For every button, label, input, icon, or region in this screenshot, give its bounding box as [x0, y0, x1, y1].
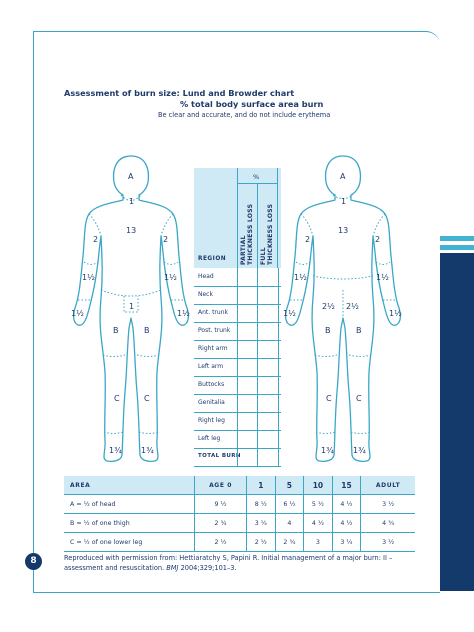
back-label-right-thigh: B [356, 326, 362, 335]
back-label-right-foot: 1¾ [353, 446, 366, 455]
front-label-right-thigh: B [113, 326, 119, 335]
region-row-ant-trunk: Ant. trunk [194, 304, 281, 323]
head-partial-cell[interactable] [237, 268, 258, 286]
region-row-post-trunk: Post. trunk [194, 322, 281, 341]
neck-partial-cell[interactable] [237, 286, 258, 304]
table-cell: 3 ½ [361, 533, 415, 552]
front-label-head: A [128, 172, 134, 181]
table-cell: 4 ½ [332, 514, 361, 533]
region-row-left-leg: Left leg [194, 430, 281, 449]
table-cell: 6 ½ [275, 495, 304, 514]
region-table-header [194, 168, 281, 268]
table-row [64, 514, 415, 533]
left-arm-partial-cell[interactable] [237, 358, 258, 376]
right-leg-full-cell[interactable] [257, 412, 279, 430]
full-thickness-header: FULL THICKNESS LOSS [260, 203, 274, 265]
front-label-left-foot: 1¾ [141, 446, 154, 455]
table-cell: 3 ¼ [247, 514, 276, 533]
front-label-left-hand: 1½ [177, 309, 190, 318]
front-label-left-thigh: B [144, 326, 150, 335]
genitalia-full-cell[interactable] [257, 394, 279, 412]
post-trunk-full-cell[interactable] [257, 322, 279, 340]
front-label-right-forearm: 1½ [82, 273, 95, 282]
region-row-buttocks: Buttocks [194, 376, 281, 395]
page-number: 8 [25, 553, 42, 570]
table-cell: 2 ½ [195, 533, 247, 552]
row-area-a: A = ½ of head [64, 495, 195, 514]
header-age-1: 1 [247, 476, 276, 495]
header-age-10: 10 [304, 476, 333, 495]
back-label-left-buttock: 2½ [322, 302, 335, 311]
left-leg-partial-cell[interactable] [237, 430, 258, 448]
reference-text: Reproduced with permission from: Hettiaratchy S, Papini R. Initial management of a major burn: II – assessment and resuscitation. [64, 554, 393, 572]
table-row [64, 533, 415, 552]
table-row [64, 495, 415, 514]
total-partial-cell[interactable] [237, 448, 258, 466]
left-arm-full-cell[interactable] [257, 358, 279, 376]
region-row-left-arm: Left arm [194, 358, 281, 377]
table-cell: 8 ½ [247, 495, 276, 514]
back-label-left-upper-arm: 2 [305, 235, 311, 244]
front-label-trunk: 13 [126, 226, 137, 235]
table-cell: 2 ¾ [195, 514, 247, 533]
reference-citation: 2004;329;101–3. [180, 564, 237, 572]
region-row-neck: Neck [194, 286, 281, 305]
chart-note: Be clear and accurate, and do not include erythema [158, 111, 331, 119]
back-label-right-upper-arm: 2 [375, 235, 381, 244]
table-cell: 3 ¼ [332, 533, 361, 552]
back-label-right-hand: 1½ [389, 309, 402, 318]
neck-full-cell[interactable] [257, 286, 279, 304]
back-label-left-foot: 1¾ [321, 446, 334, 455]
header-age-15: 15 [332, 476, 361, 495]
head-full-cell[interactable] [257, 268, 279, 286]
region-row-head: Head [194, 268, 281, 287]
post-trunk-partial-cell[interactable] [237, 322, 258, 340]
region-table [194, 168, 281, 466]
header-area: AREA [64, 476, 195, 495]
age-adjustment-table [64, 476, 415, 552]
partial-thickness-header: PARTIAL THICKNESS LOSS [240, 203, 254, 265]
front-label-right-hand: 1½ [71, 309, 84, 318]
region-header: REGION [198, 256, 227, 262]
table-cell: 5 ½ [304, 495, 333, 514]
front-label-genitalia: 1 [129, 302, 135, 311]
chart-title: Assessment of burn size: Lund and Browder chart [64, 88, 295, 98]
row-area-b: B = ½ of one thigh [64, 514, 195, 533]
ant-trunk-full-cell[interactable] [257, 304, 279, 322]
back-label-neck: 1 [341, 197, 347, 206]
table-cell: 2 ¾ [275, 533, 304, 552]
back-label-trunk: 13 [338, 226, 349, 235]
header-adult: ADULT [361, 476, 415, 495]
back-label-left-hand: 1½ [283, 309, 296, 318]
reference-journal: BMJ [166, 564, 179, 572]
header-age-0: AGE 0 [195, 476, 247, 495]
table-cell: 3 ½ [361, 495, 415, 514]
age-table-header [64, 476, 415, 495]
header-age-5: 5 [275, 476, 304, 495]
total-full-cell[interactable] [257, 448, 279, 466]
back-label-left-thigh: B [325, 326, 331, 335]
ant-trunk-partial-cell[interactable] [237, 304, 258, 322]
back-label-left-lower-leg: C [326, 394, 332, 403]
row-area-c: C = ½ of one lower leg [64, 533, 195, 552]
left-leg-full-cell[interactable] [257, 430, 279, 448]
right-arm-partial-cell[interactable] [237, 340, 258, 358]
back-label-left-forearm: 1½ [294, 273, 307, 282]
back-label-right-forearm: 1½ [376, 273, 389, 282]
percent-header: % [253, 173, 260, 181]
region-row-right-leg: Right leg [194, 412, 281, 431]
back-label-right-buttock: 2½ [346, 302, 359, 311]
region-row-right-arm: Right arm [194, 340, 281, 359]
genitalia-partial-cell[interactable] [237, 394, 258, 412]
reference-note [64, 553, 424, 573]
buttocks-partial-cell[interactable] [237, 376, 258, 394]
table-cell: 4 [275, 514, 304, 533]
back-label-right-lower-leg: C [356, 394, 362, 403]
front-label-left-lower-leg: C [144, 394, 150, 403]
right-leg-partial-cell[interactable] [237, 412, 258, 430]
front-label-right-foot: 1¾ [109, 446, 122, 455]
front-label-neck: 1 [129, 197, 135, 206]
table-cell: 4 ¾ [361, 514, 415, 533]
table-cell: 3 [304, 533, 333, 552]
front-label-left-upper-arm: 2 [163, 235, 169, 244]
table-cell: 9 ½ [195, 495, 247, 514]
chart-subtitle: % total body surface area burn [180, 99, 324, 109]
region-row-total-burn: TOTAL BURN [194, 448, 281, 467]
front-label-right-lower-leg: C [114, 394, 120, 403]
region-row-genitalia: Genitalia [194, 394, 281, 413]
right-arm-full-cell[interactable] [257, 340, 279, 358]
table-cell: 2 ½ [247, 533, 276, 552]
table-cell: 4 ½ [304, 514, 333, 533]
table-cell: 4 ½ [332, 495, 361, 514]
buttocks-full-cell[interactable] [257, 376, 279, 394]
front-label-left-forearm: 1½ [164, 273, 177, 282]
front-label-right-upper-arm: 2 [93, 235, 99, 244]
back-label-head: A [340, 172, 346, 181]
